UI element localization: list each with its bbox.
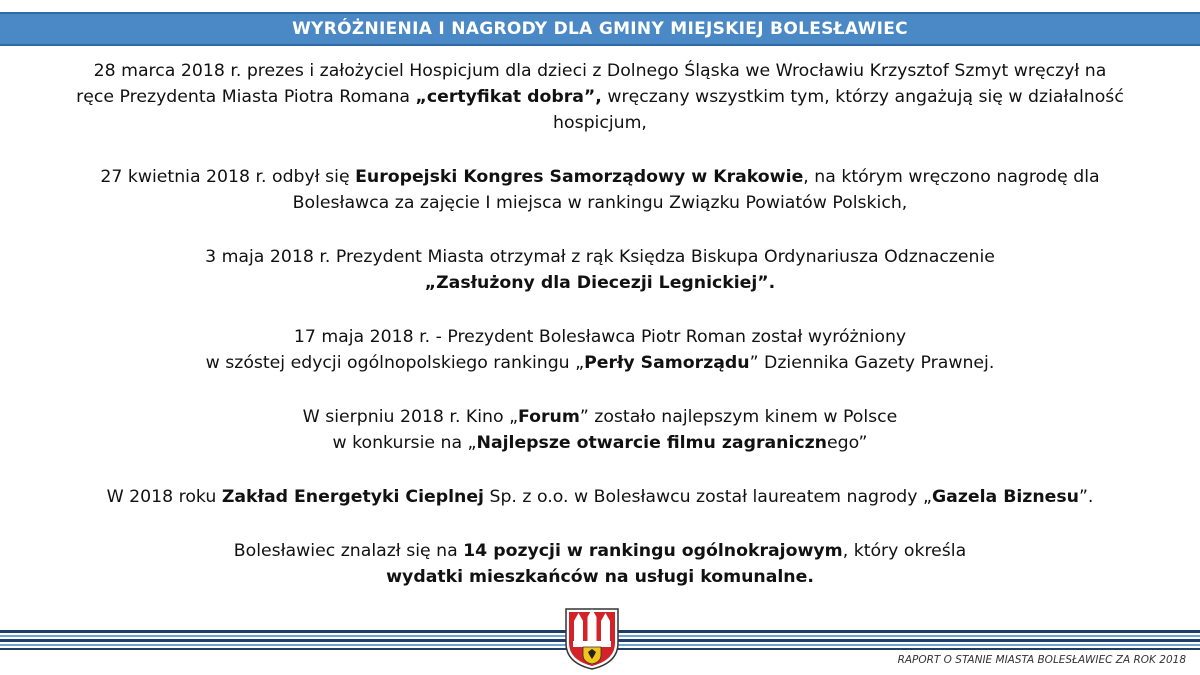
text-segment: w szóstej edycji ogólnopolskiego rankingu „: [205, 353, 585, 373]
text-segment: w konkursie na „: [332, 433, 477, 453]
award-paragraph: [0, 538, 1200, 590]
title-bar: [0, 12, 1200, 46]
boleslawiec-coat-of-arms-icon: [564, 607, 620, 671]
text-segment: 28 marca 2018 r. prezes i założyciel Hospicjum dla dzieci z Dolnego Śląska we Wrocławiu Krzysztof Szmyt wręczył na: [93, 61, 1107, 81]
text-segment: Sp. z o.o. w Bolesławcu został laureatem nagrody „: [483, 487, 932, 507]
text-segment: ego”: [826, 433, 868, 453]
paragraph-line: [0, 164, 1200, 190]
paragraph-line: [0, 324, 1200, 350]
bold-text: Zakład Energetyki Cieplnej: [221, 487, 484, 507]
text-segment: ” zostało najlepszym kinem w Polsce: [579, 407, 898, 427]
paragraph-line: [0, 110, 1200, 136]
page-title: WYRÓŻNIENIA I NAGRODY DLA GMINY MIEJSKIEJ BOLESŁAWIEC: [292, 19, 908, 39]
award-paragraph: [0, 484, 1200, 510]
text-segment: ręce Prezydenta Miasta Piotra Romana: [76, 87, 416, 107]
text-segment: W sierpniu 2018 r. Kino „: [302, 407, 519, 427]
paragraph-line: [0, 404, 1200, 430]
bold-text: „Zasłużony dla Diecezji Legnickiej”.: [424, 273, 776, 293]
paragraph-line: [0, 484, 1200, 510]
paragraph-line: [0, 430, 1200, 456]
bold-text: Gazela Biznesu: [931, 487, 1079, 507]
award-paragraph: [0, 244, 1200, 296]
text-segment: Bolesławca za zajęcie I miejsca w rankingu Związku Powiatów Polskich,: [292, 193, 908, 213]
text-segment: 17 maja 2018 r. - Prezydent Bolesławca Piotr Roman został wyróżniony: [293, 327, 907, 347]
paragraph-line: [0, 270, 1200, 296]
text-segment: W 2018 roku: [106, 487, 222, 507]
paragraph-line: [0, 564, 1200, 590]
award-paragraph: [0, 58, 1200, 136]
paragraph-line: [0, 350, 1200, 376]
award-paragraph: [0, 404, 1200, 456]
paragraph-line: [0, 190, 1200, 216]
text-segment: 3 maja 2018 r. Prezydent Miasta otrzymał z rąk Księdza Biskupa Ordynariusza Odznaczenie: [205, 247, 995, 267]
text-segment: , na którym wręczono nagrodę dla: [803, 167, 1100, 187]
bold-text: Perły Samorządu: [584, 353, 750, 373]
paragraph-line: [0, 84, 1200, 110]
award-paragraph: [0, 164, 1200, 216]
text-segment: ” Dziennika Gazety Prawnej.: [749, 353, 995, 373]
bold-text: Forum: [518, 407, 580, 427]
text-segment: ”.: [1078, 487, 1094, 507]
bold-text: Najlepsze otwarcie filmu zagraniczn: [476, 433, 827, 453]
text-segment: , który określa: [842, 541, 967, 561]
paragraph-line: [0, 58, 1200, 84]
text-segment: hospicjum,: [553, 113, 647, 133]
text-segment: Bolesławiec znalazł się na: [233, 541, 464, 561]
footer-caption: RAPORT O STANIE MIASTA BOLESŁAWIEC ZA ROK 2018: [897, 654, 1186, 666]
awards-list: [0, 58, 1200, 618]
paragraph-line: [0, 538, 1200, 564]
bold-text: wydatki mieszkańców na usługi komunalne.: [386, 567, 814, 587]
bold-text: Europejski Kongres Samorządowy w Krakowie: [355, 167, 804, 187]
bold-text: 14 pozycji w rankingu ogólnokrajowym: [463, 541, 843, 561]
paragraph-line: [0, 244, 1200, 270]
text-segment: wręczany wszystkim tym, którzy angażują się w działalność: [601, 87, 1124, 107]
text-segment: 27 kwietnia 2018 r. odbył się: [100, 167, 356, 187]
bold-text: „certyfikat dobra”,: [415, 87, 602, 107]
award-paragraph: [0, 324, 1200, 376]
